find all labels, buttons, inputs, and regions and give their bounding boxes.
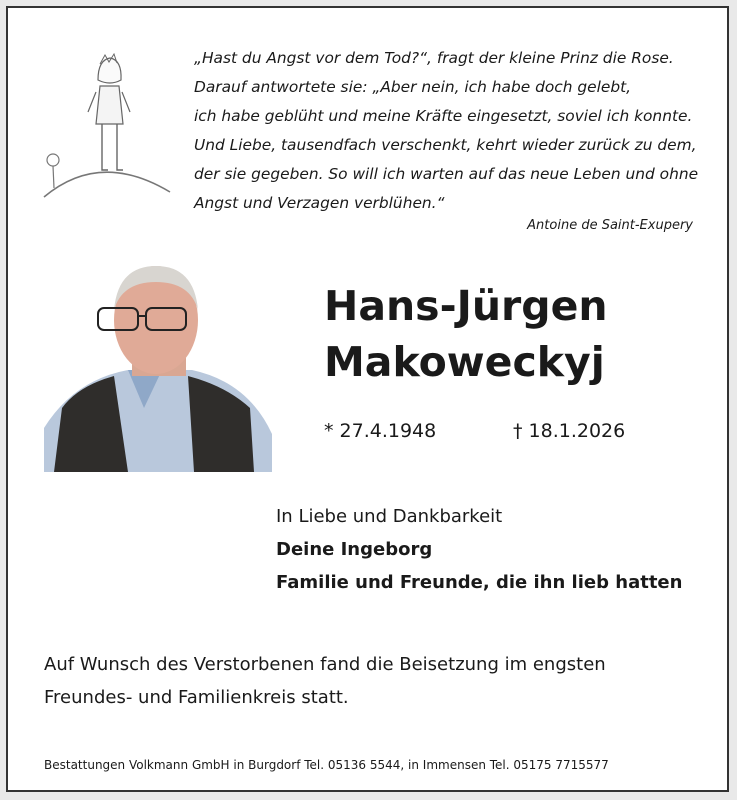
quote-line: der sie gegeben. So will ich warten auf das neue Leben und ohne [194, 165, 699, 183]
deceased-first-name: Hans-Jürgen [324, 282, 608, 330]
quote-author: Antoine de Saint-Exupery [527, 218, 693, 233]
burial-note [44, 648, 724, 714]
funeral-home-footer: Bestattungen Volkmann GmbH in Burgdorf Tel. 05136 5544, in Immensen Tel. 05175 7715577 [44, 758, 609, 772]
quote-line: ich habe geblüht und meine Kräfte eingesetzt, soviel ich konnte. [194, 107, 693, 125]
portrait-photo [44, 258, 272, 472]
little-prince-illustration [42, 52, 172, 202]
quote-line: Und Liebe, tausendfach verschenkt, kehrt wieder zurück zu dem, [194, 136, 697, 154]
deceased-last-name: Makoweckyj [324, 338, 605, 386]
quote-block [194, 44, 724, 218]
obituary-frame [6, 6, 729, 792]
mourner-family: Familie und Freunde, die ihn lieb hatten [276, 572, 683, 593]
burial-note-line: Auf Wunsch des Verstorbenen fand die Beisetzung im engsten [44, 654, 606, 675]
mourner-spouse: Deine Ingeborg [276, 539, 433, 560]
burial-note-line: Freundes- und Familienkreis statt. [44, 687, 349, 708]
death-date: † 18.1.2026 [513, 420, 626, 442]
birth-date: * 27.4.1948 [324, 420, 437, 442]
mourners-intro: In Liebe und Dankbarkeit [276, 506, 503, 527]
mourners-block [276, 500, 682, 599]
quote-line: Darauf antwortete sie: „Aber nein, ich habe doch gelebt, [194, 78, 632, 96]
quote-line: Angst und Verzagen verblühen.“ [194, 194, 445, 212]
quote-line: „Hast du Angst vor dem Tod?“, fragt der kleine Prinz die Rose. [194, 49, 674, 67]
deceased-name [324, 278, 608, 390]
